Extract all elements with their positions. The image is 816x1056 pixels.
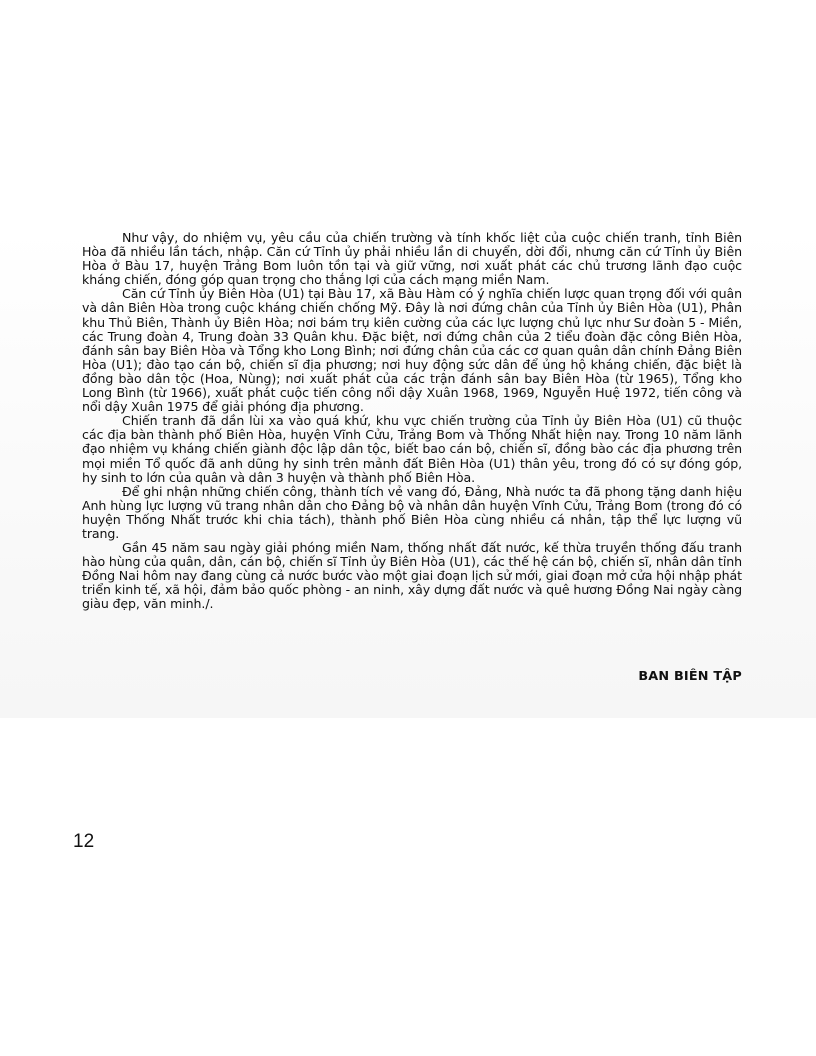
- paragraph-5: Gần 45 năm sau ngày giải phóng miền Nam, thống nhất đất nước, kế thừa truyền thống đấu tranh hào hùng của quân, dân, cán bộ, chiến sĩ Tỉnh ủy Biên Hòa (U1), các thế hệ cán bộ, chiến sĩ, nhân dân tỉnh Đồng Nai hôm nay đang cùng cả nước bước vào một giai đoạn lịch sử mới, giai đoạn mở cửa hội nhập phát triển kinh tế, xã hội, đảm bảo quốc phòng - an ninh, xây dựng đất nước và quê hương Đồng Nai ngày càng giàu đẹp, văn minh./.: [82, 540, 742, 612]
- body-text: [82, 231, 742, 612]
- paragraph-2: Căn cứ Tỉnh ủy Biên Hòa (U1) tại Bàu 17, xã Bàu Hàm có ý nghĩa chiến lược quan trọng đối với quân và dân Biên Hòa trong cuộc kháng chiến chống Mỹ. Đây là nơi đứng chân của Tỉnh ủy Biên Hòa (U1), Phân khu Thủ Biên, Thành ủy Biên Hòa; nơi bám trụ kiên cường của các lực lượng chủ lực như Sư đoàn 5 - Miền, các Trung đoàn 4, Trung đoàn 33 Quân khu. Đặc biệt, nơi đứng chân của 2 tiểu đoàn đặc công Biên Hòa, đánh sân bay Biên Hòa và Tổng kho Long Bình; nơi đứng chân của các cơ quan quân dân chính Đảng Biên Hòa (U1); đào tạo cán bộ, chiến sĩ địa phương; nơi huy động sức dân để ủng hộ kháng chiến, đặc biệt là đồng bào dân tộc (Hoa, Nùng); nơi xuất phát của các trận đánh sân bay Biên Hòa (từ 1965), Tổng kho Long Bình (từ 1966), xuất phát cuộc tiến công nổi dậy Xuân 1968, 1969, Nguyễn Huệ 1972, tiến công và nổi dậy Xuân 1975 để giải phóng địa phương.: [82, 286, 742, 415]
- paragraph-3: Chiến tranh đã dần lùi xa vào quá khứ, khu vực chiến trường của Tỉnh ủy Biên Hòa (U1) cũ thuộc các địa bàn thành phố Biên Hòa, huyện Vĩnh Cửu, Trảng Bom và Thống Nhất hiện nay. Trong 10 năm lãnh đạo nhiệm vụ kháng chiến giành độc lập dân tộc, biết bao cán bộ, chiến sĩ, đồng bào các địa phương trên mọi miền Tổ quốc đã anh dũng hy sinh trên mảnh đất Biên Hòa (U1) thân yêu, trong đó có sự đóng góp, hy sinh to lớn của quân và dân 3 huyện và thành phố Biên Hòa.: [82, 413, 742, 485]
- paragraph-1: Như vậy, do nhiệm vụ, yêu cầu của chiến trường và tính khốc liệt của cuộc chiến tranh, tỉnh Biên Hòa đã nhiều lần tách, nhập. Căn cứ Tỉnh ủy phải nhiều lần di chuyển, dời đổi, nhưng căn cứ Tỉnh ủy Biên Hòa ở Bàu 17, huyện Trảng Bom luôn tồn tại và giữ vững, nơi xuất phát các chủ trương lãnh đạo cuộc kháng chiến, đóng góp quan trọng cho thắng lợi của cách mạng miền Nam.: [82, 230, 742, 288]
- editorial-board-signature: BAN BIÊN TẬP: [638, 669, 742, 684]
- paragraph-4: Để ghi nhận những chiến công, thành tích vẻ vang đó, Đảng, Nhà nước ta đã phong tặng danh hiệu Anh hùng lực lượng vũ trang nhân dân cho Đảng bộ và nhân dân huyện Vĩnh Cửu, Trảng Bom (trong đó có huyện Thống Nhất trước khi chia tách), thành phố Biên Hòa cùng nhiều cá nhân, tập thể lực lượng vũ trang.: [82, 483, 742, 541]
- page-number: 12: [73, 831, 95, 852]
